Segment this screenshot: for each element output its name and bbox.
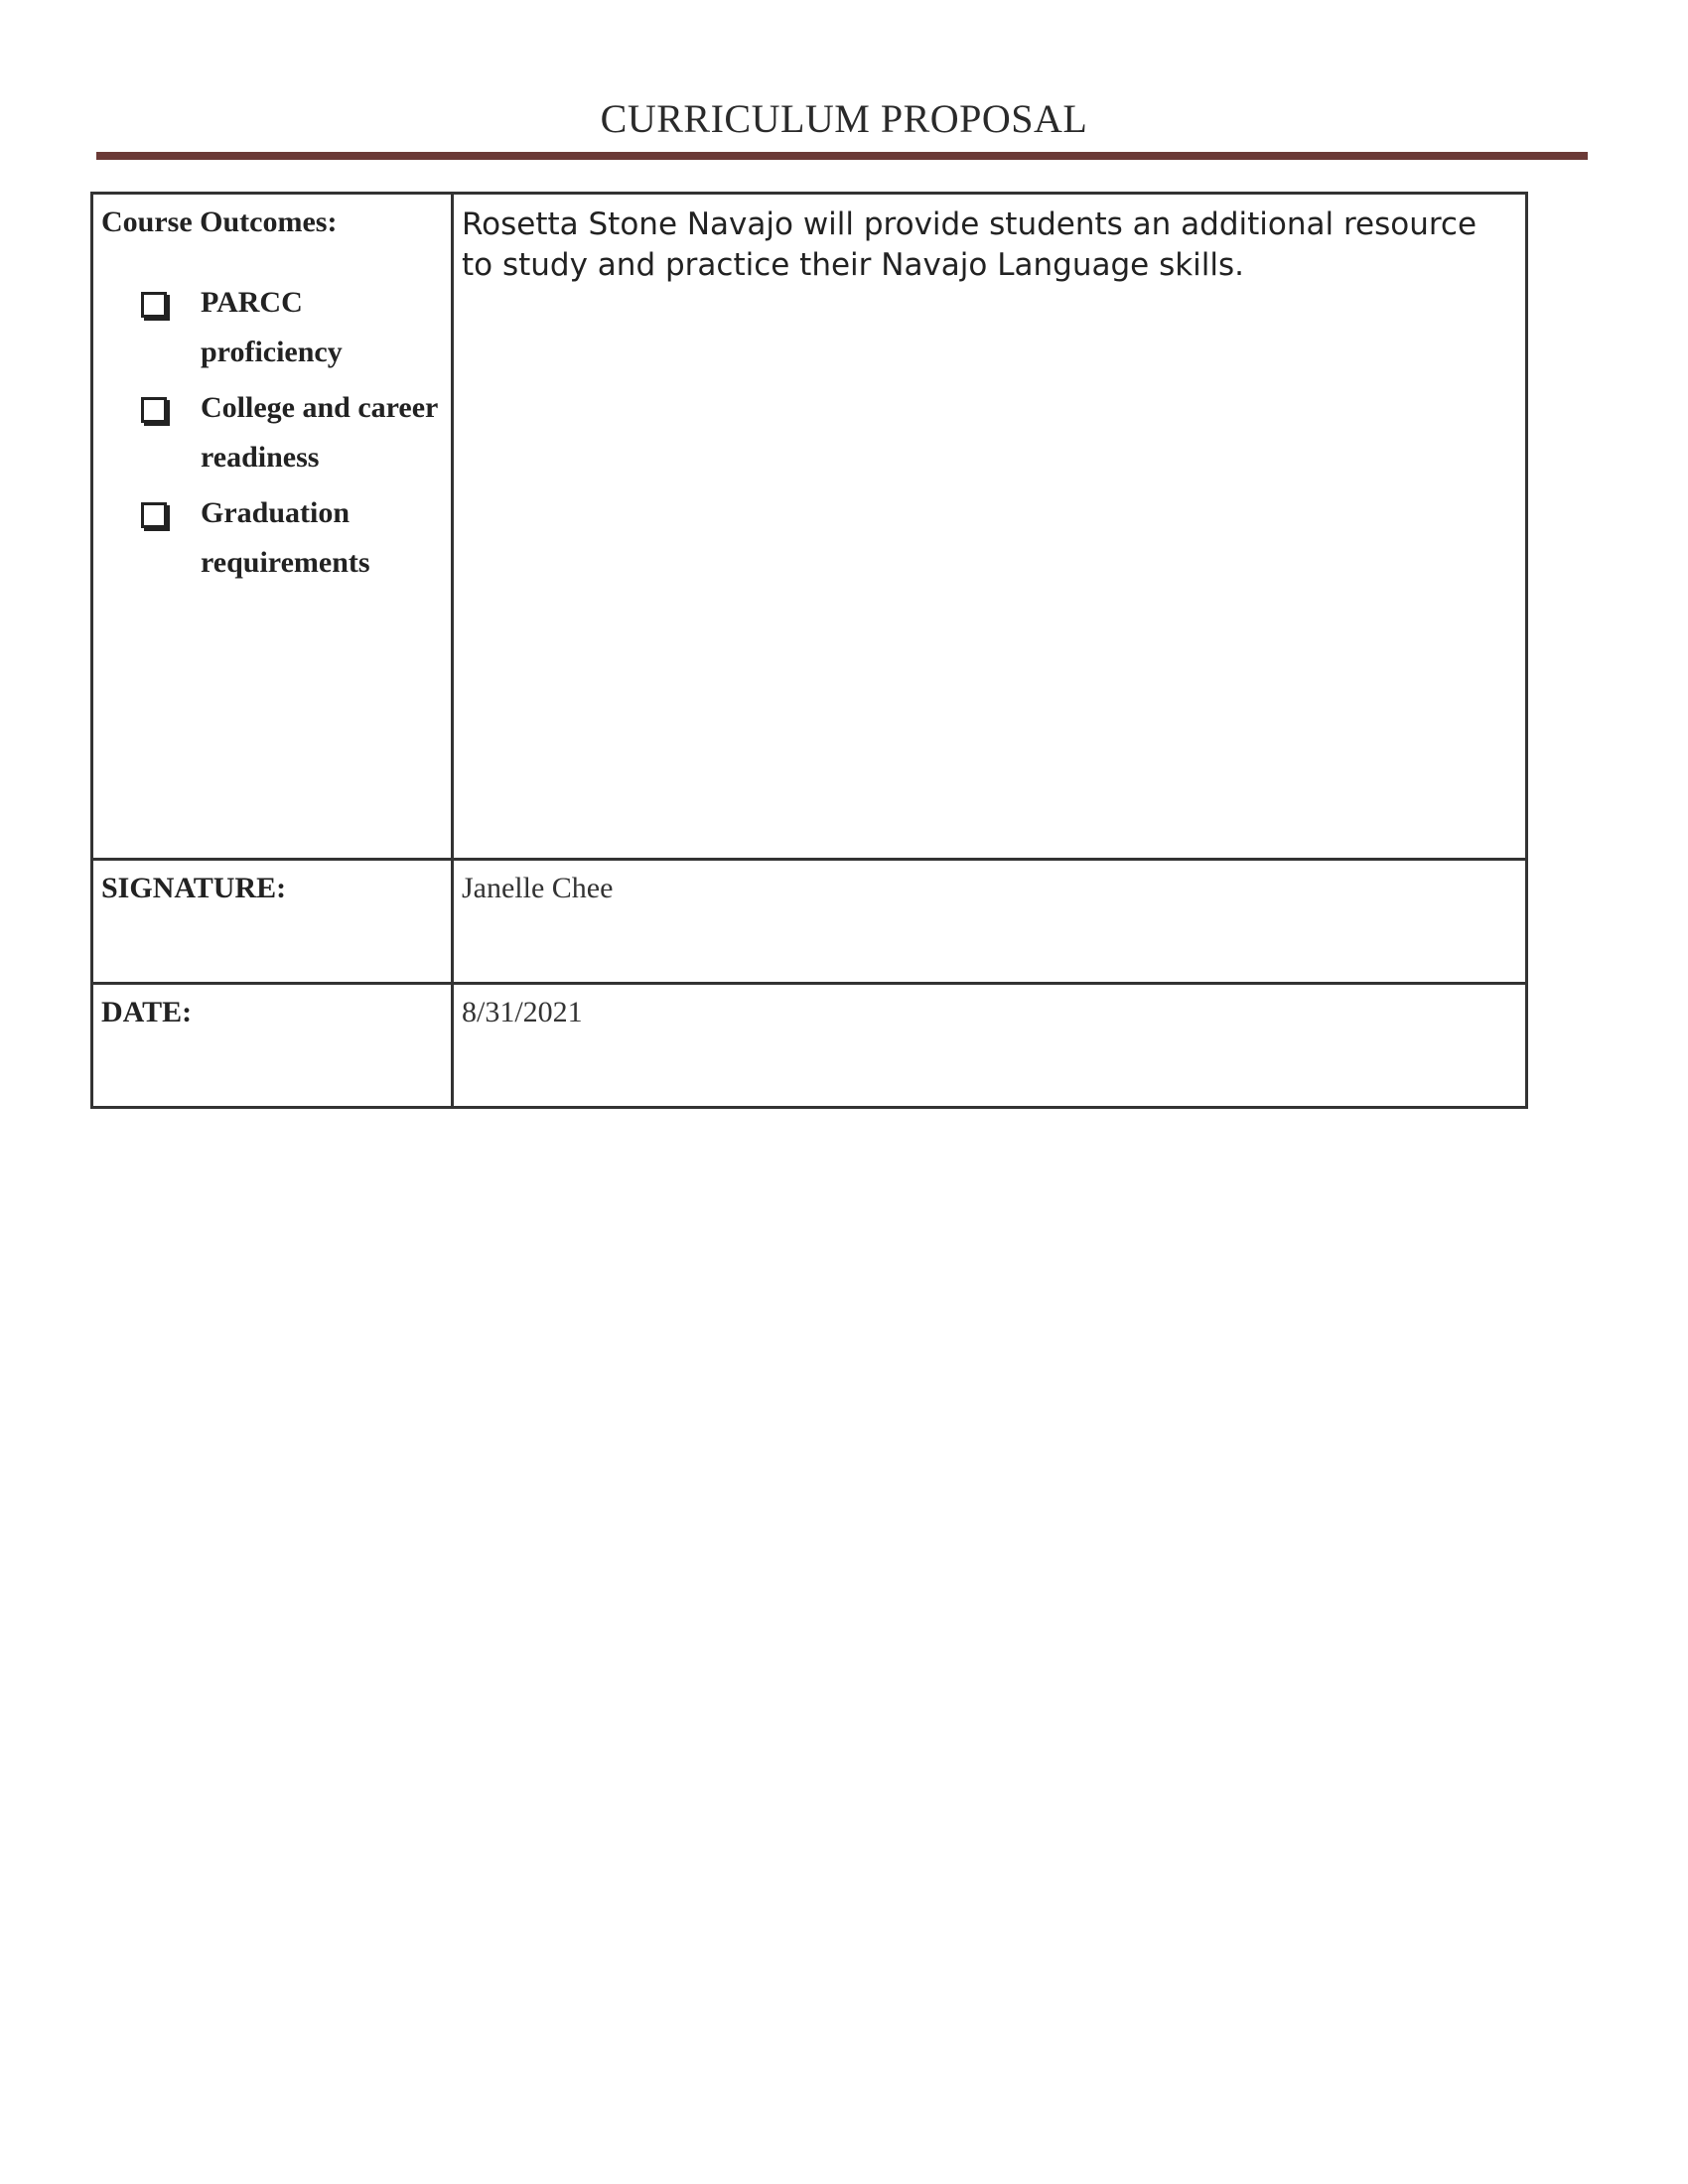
checklist-item[interactable] [141,383,443,482]
signature-value: Janelle Chee [462,872,614,904]
checklist-item-label: PARCC proficiency [201,286,343,368]
document-title: CURRICULUM PROPOSAL [600,96,1088,141]
signature-row [92,860,1527,984]
course-outcomes-row [92,194,1527,860]
checklist-item[interactable] [141,278,443,377]
proposal-table [90,192,1528,1109]
date-value-cell [453,984,1527,1108]
course-outcomes-value-cell [453,194,1527,860]
checkbox-icon[interactable] [141,502,167,528]
checklist-item-label: College and career readiness [201,391,438,474]
checklist-item-label: Graduation requirements [201,496,370,579]
date-row [92,984,1527,1108]
checklist-item[interactable] [141,488,443,588]
date-label: DATE: [92,984,453,1108]
checkbox-icon[interactable] [141,292,167,318]
signature-label: SIGNATURE: [92,860,453,984]
outcomes-checklist [101,278,443,588]
course-outcomes-label: Course Outcomes: [101,205,338,238]
course-outcomes-description: Rosetta Stone Navajo will provide students an additional resource to study and practice their Navajo Language skills. [462,206,1477,283]
title-divider [96,152,1588,160]
course-outcomes-label-cell [92,194,453,860]
checkbox-icon[interactable] [141,397,167,423]
date-value: 8/31/2021 [462,996,583,1028]
signature-value-cell [453,860,1527,984]
